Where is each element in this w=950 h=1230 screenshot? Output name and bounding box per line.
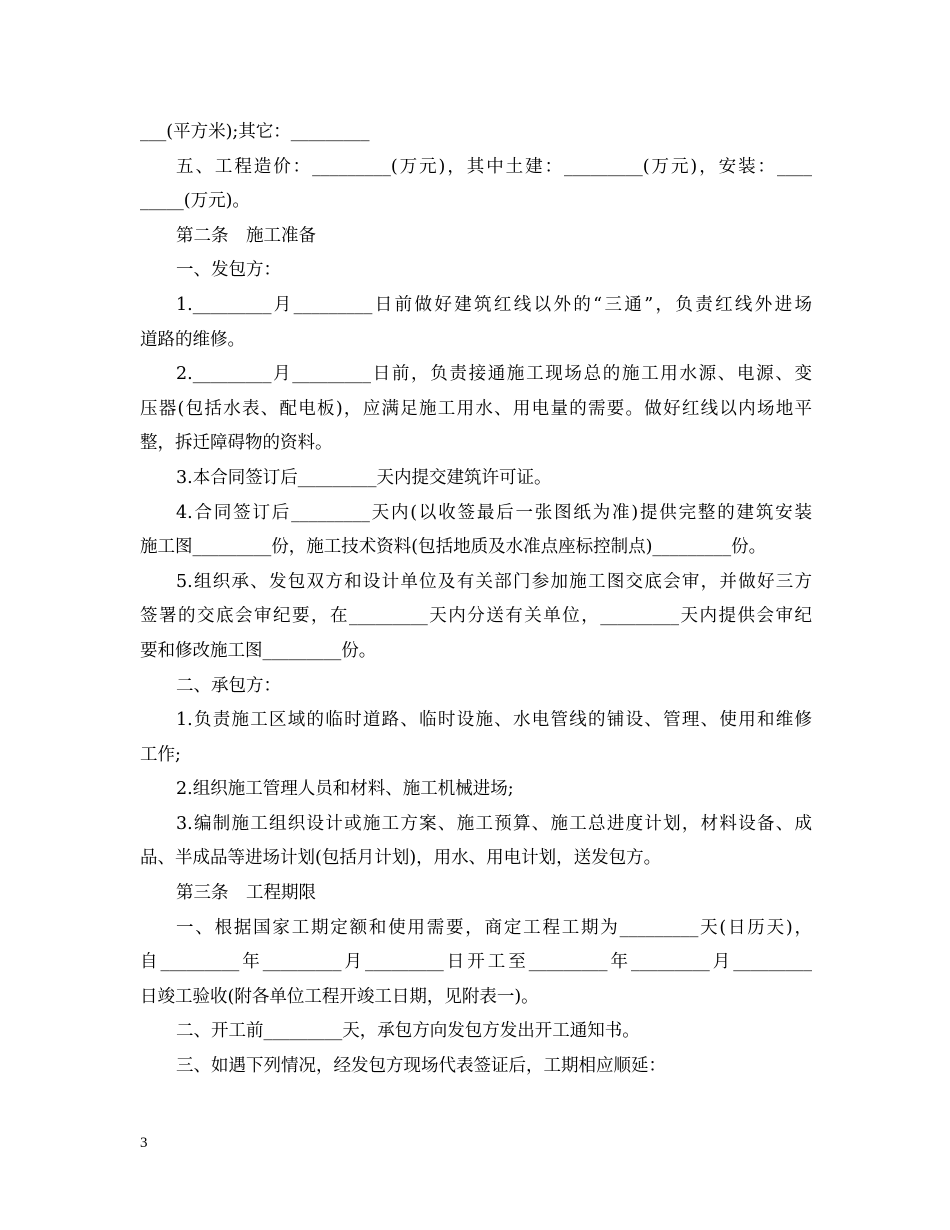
- text-line: 二、开工前_________天，承包方向发包方发出开工通知书。: [176, 1021, 640, 1042]
- subsection-heading: 二、承包方：: [176, 675, 281, 696]
- text-line: 整，拆迁障碍物的资料。: [140, 433, 333, 454]
- text-line: 品、半成品等进场计划(包括月计划)，用水、用电计划，送发包方。: [140, 848, 662, 869]
- text-line: 道路的维修。: [140, 329, 245, 350]
- text-line: 日竣工验收(附各单位工程开竣工日期，见附表一)。: [140, 986, 539, 1007]
- text-line: 1.负责施工区域的临时道路、临时设施、水电管线的铺设、管理、使用和维修: [176, 710, 812, 731]
- text-line: 压器(包括水表、配电板)，应满足施工用水、用电量的需要。做好红线以内场地平: [140, 398, 812, 419]
- text-line: ___(平方米);其它：_________: [140, 122, 370, 142]
- text-line: 施工图_________份，施工技术资料(包括地质及水准点座标控制点)_________份。: [140, 537, 767, 558]
- text-line: 2.组织施工管理人员和材料、施工机械进场;: [176, 779, 514, 800]
- text-line: 一、根据国家工期定额和使用需要，商定工程工期为_________天(日历天)，: [176, 917, 812, 938]
- text-line: 1._________月_________日前做好建筑红线以外的“三通”，负责红线外进场: [176, 294, 812, 315]
- text-line: 2._________月_________日前，负责接通施工现场总的施工用水源、电源、变: [176, 364, 812, 385]
- text-line: 要和修改施工图_________份。: [140, 640, 377, 661]
- document-body: [140, 115, 812, 1084]
- text-line: 5.组织承、发包双方和设计单位及有关部门参加施工图交底会审，并做好三方: [176, 571, 812, 592]
- text-line: 工作;: [140, 744, 181, 765]
- text-line: 五、工程造价：_________(万元)，其中土建：_________(万元)，安装：____: [176, 156, 812, 177]
- text-line: _____(万元)。: [140, 191, 250, 212]
- subsection-heading: 一、发包方：: [176, 260, 281, 281]
- text-line: 4.合同签订后_________天内(以收签最后一张图纸为准)提供完整的建筑安装: [176, 502, 812, 523]
- text-line: 3.本合同签订后_________天内提交建筑许可证。: [176, 467, 552, 488]
- section-heading: 第二条 施工准备: [176, 225, 316, 246]
- text-line: 三、如遇下列情况，经发包方现场代表签证后，工期相应顺延：: [176, 1056, 666, 1077]
- text-line: 3.编制施工组织设计或施工方案、施工预算、施工总进度计划，材料设备、成: [176, 813, 812, 834]
- text-line: 自_________年_________月_________日开工至_________年_________月_________: [140, 952, 812, 973]
- section-heading: 第三条 工程期限: [176, 883, 316, 904]
- text-line: 签署的交底会审纪要，在_________天内分送有关单位，_________天内提供会审纪: [140, 606, 812, 627]
- page-number: 3: [140, 1135, 148, 1151]
